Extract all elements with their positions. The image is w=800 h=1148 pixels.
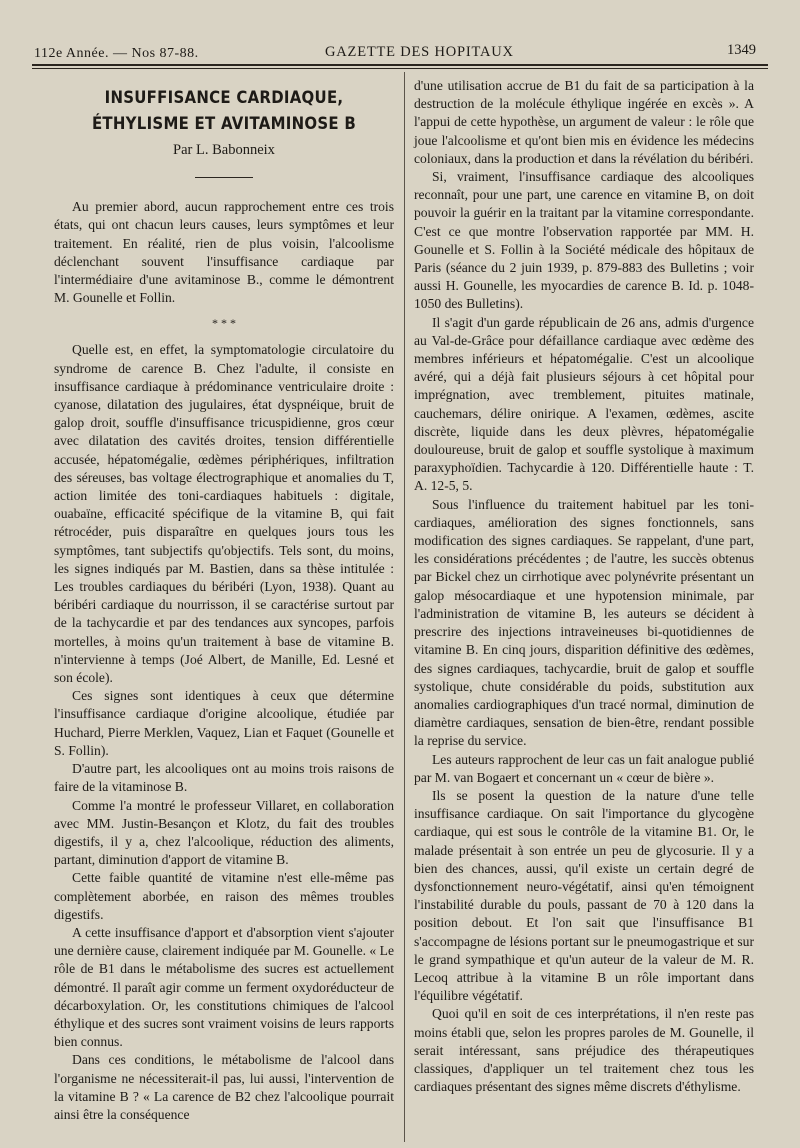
paragraph: Ils se posent la question de la nature d'une telle insuffisance cardiaque. On sait l'importance du glycogène cardiaque, qui est sous le contrôle de la vitamine B1. Or, le malade présentait à son entrée un peu de glycosurie. Il y a bien des chances, aussi, qu'il existe un certain degré de dysfonctionnement neuro-végétatif, ainsi qu'en témoignent l'instabilité durable du pouls, passant de 70 à 120 dans la position debout. Et l'on sait que l'insuffisance B1 s'accompagne de lésions portant sur le pneumogastrique et sur le grand sympathique et qu'un auteur de la valeur de M. R. Lecoq attribue à la vitamine B un rôle important dans l'équilibre végétatif. — [414, 787, 754, 1004]
asterism-divider: * * * — [212, 316, 236, 331]
left-column — [54, 73, 394, 1124]
publication-title: GAZETTE DES HOPITAUX — [325, 44, 514, 60]
header-rule — [32, 64, 768, 66]
column-separator — [404, 72, 405, 1142]
paragraph: Quoi qu'il en soit de ces interprétations, il n'en reste pas moins établi que, selon les propres paroles de M. Gounelle, il serait intéressant, sans préjudice des thérapeutiques classiques, d'appliquer un tel traitement chez tous les cardiaques présentant des signes même discrets d'éthylisme. — [414, 1006, 754, 1095]
paragraph: A cette insuffisance d'apport et d'absorption vient s'ajouter une dernière cause, clairement indiquée par M. Gounelle. « Le rôle de B1 dans le métabolisme des sucres est actuellement démontré. Il paraît agir comme un ferment oxydoréducteur de décarboxylation. Or, les constitutions chimiques de l'alcool éthylique et des sucres sont vraiment voisins de leurs rapports bien connus. — [54, 924, 394, 1050]
byline-divider — [195, 177, 253, 178]
page-header — [30, 42, 770, 62]
paragraph: Sous l'influence du traitement habituel par les toni-cardiaques, amélioration des signes fonctionnels, sans modification des signes cardiaques. Se rappelant, d'une part, les considérations précédentes ; de l'autre, les succès obtenus par Bickel chez un cirrhotique avec polynévrite présentant un galop mésocardiaque et une hypotension minimale, par l'administration de vitamine B, les auteurs se décident à prescrire des injections intraveineuses bi-quotidiennes de vitamine B. En cinq jours, disparition définitive des œdèmes, des signes cardiaques, tachycardie, bruit de galop et souffle systolique, chute considérable du poids, substitution aux anomalies cardiographiques d'un tracé normal, diminution de diamètre cardiaques, sensation de bien-être, rendant possible la reprise du service. — [414, 496, 754, 749]
title-line-2: ÉTHYLISME ET AVITAMINOSE B — [91, 114, 357, 134]
paragraph: Cette faible quantité de vitamine n'est elle-même pas complètement aborbée, en raison des mêmes troubles digestifs. — [54, 870, 394, 922]
paragraph: Les auteurs rapprochent de leur cas un fait analogue publié par M. van Bogaert et concernant un « cœur de bière ». — [414, 751, 754, 785]
paragraph: d'une utilisation accrue de B1 du fait de sa participation à la destruction de la molécule éthylique ingérée en excès ». A l'appui de cette hypothèse, un argument de valeur : le rôle que joue l'alcoolisme et qu'ont bien mis en évidence les médecins coloniaux, dans la production et dans la révélation du béribéri. — [414, 78, 754, 166]
title-line-1: INSUFFISANCE CARDIAQUE, — [104, 88, 344, 108]
issue-info: 112e Année. — Nos 87-88. — [34, 46, 199, 61]
article-title — [74, 85, 373, 137]
right-column — [414, 77, 754, 1096]
paragraph: Ces signes sont identiques à ceux que détermine l'insuffisance cardiaque d'origine alcoolique, étudiée par Huchard, Pierre Merklen, Vaquez, Lian et Faquet (Gounelle et S. Follin). — [54, 688, 394, 758]
byline: Par L. Babonneix — [173, 142, 275, 158]
paragraph: D'autre part, les alcooliques ont au moins trois raisons de faire de la vitaminose B. — [54, 761, 394, 795]
paragraph: Il s'agit d'un garde républicain de 26 ans, admis d'urgence au Val-de-Grâce pour défaillance cardiaque avec œdème des membres inférieurs et hépatomégalie. C'est un alcoolique avéré, qui a déjà fait plusieurs séjours à cet hôpital pour imprégnation, avec tremblement, pituites matinale, cauchemars, délire onirique. A l'examen, œdèmes, ascite discrète, liquide dans les deux plèvres, hépatomégalie douloureuse, bruit de galop et souffle systolique à maximum paraxyphoïdien. Tachycardie à 120. Différentielle haute : T. A. 12-5, 5. — [414, 314, 754, 494]
paragraph: Si, vraiment, l'insuffisance cardiaque des alcooliques reconnaît, pour une part, une carence en vitamine B, on doit pouvoir la guérir en la traitant par la vitamine correspondante. C'est ce que montre l'observation rapportée par MM. H. Gounelle et S. Follin à la Société médicale des hôpitaux de Paris (séance du 2 juin 1939, p. 879-883 des Bulletins ; voir aussi H. Gounelle, les myocardies de carence B. Id. p. 1048-1050 des Bulletins). — [414, 169, 754, 312]
paragraph: Dans ces conditions, le métabolisme de l'alcool dans l'organisme ne nécessiterait-il pas, lui aussi, l'intervention de la vitamine B ? « La carence de B2 chez l'alcoolique pourrait ainsi être la conséquence — [54, 1052, 394, 1122]
paragraph: Au premier abord, aucun rapprochement entre ces trois états, qui ont chacun leurs causes, leurs symptômes et leur traitement. En réalité, rien de plus voisin, l'alcoolisme déclenchant souvent l'insuffisance cardiaque par l'intermédiaire d'une avitaminose B., comme le démontrent M. Gounelle et Follin. — [54, 199, 394, 306]
paragraph: Quelle est, en effet, la symptomatologie circulatoire du syndrome de carence B. Chez l'adulte, il consiste en insuffisance cardiaque à prédominance ventriculaire droite : cyanose, dilatation des jugulaires, état dyspnéique, bruit de galop droit, souffle d'insuffisance tricuspidienne, gros cœur avec dilatation des cavités droites, tension différentielle accusée, hépatomégalie, œdèmes périphériques, infiltration des séreuses, bas voltage électrographique et anomalies du T, action limitée des toni-cardiaques habituels : digitale, ouabaïne, efficacité spécifique de la vitamine B, qui fait rétrocéder, puis disparaître en quelques jours tous les symptômes, tant subjectifs qu'objectifs. Tels sont, du moins, les signes indiqués par M. Bastien, dans sa thèse intitulée : Les troubles cardiaques du béribéri (Lyon, 1938). Quant au béribéri cardiaque du nourrisson, il se caractérise surtout par de la tachycardie et par des tendances aux syncopes, parfois mortelles, à moins qu'un traitement à base de vitamine B. n'intervienne à temps (Joé Albert, de Manille, Ed. Lesné et son école). — [54, 342, 394, 686]
header-rule-thin — [32, 68, 768, 69]
paragraph: Comme l'a montré le professeur Villaret, en collaboration avec MM. Justin-Besançon et Klotz, du fait des troubles digestifs, il y a, chez l'alcoolique, réduction des aliments, partant, diminution d'apport de vitamine B. — [54, 797, 394, 868]
page-number: 1349 — [727, 42, 756, 58]
